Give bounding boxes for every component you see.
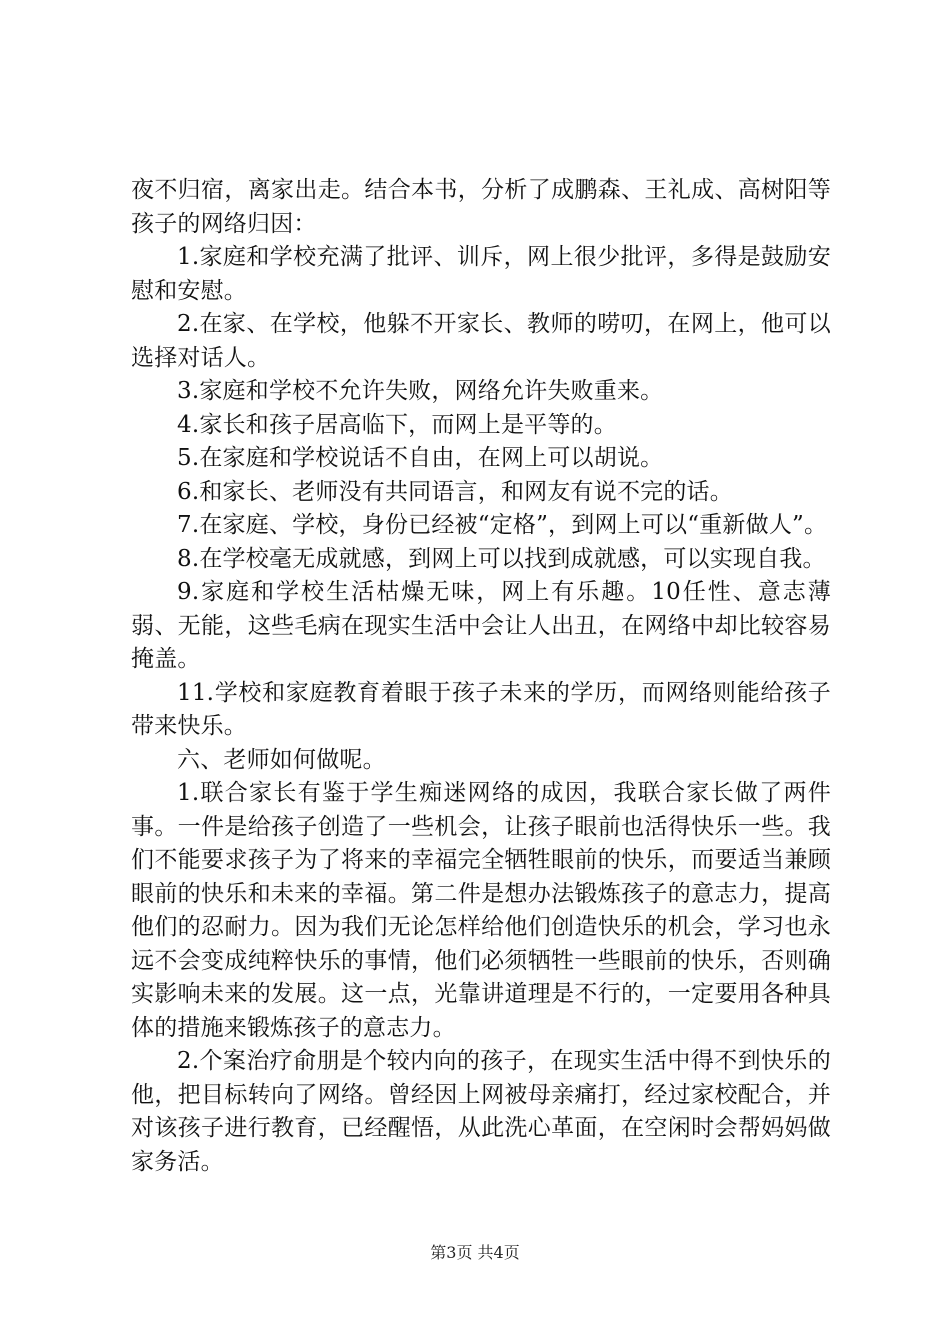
page-footer (0, 1243, 950, 1263)
paragraph-cause-6: 6.和家长、老师没有共同语言，和网友有说不完的话。 (177, 478, 733, 505)
paragraph-measure-2: 2.个案治疗俞朋是个较内向的孩子，在现实生活中得不到快乐的他，把目标转向了网络。曾经因上网被母亲痛打，经过家校配合，并对该孩子进行教育，已经醒悟，从此洗心革面，在空闲时会帮妈妈做家务活。 (131, 1048, 831, 1175)
paragraph-intro-continuation: 夜不归宿，离家出走。结合本书，分析了成鹏森、王礼成、高树阳等孩子的网络归因： (131, 177, 831, 237)
paragraph-measure-1: 1.联合家长有鉴于学生痴迷网络的成因，我联合家长做了两件事。一件是给孩子创造了一些机会，让孩子眼前也活得快乐一些。我们不能要求孩子为了将来的幸福完全牺牲眼前的快乐，而要适当兼顾眼前的快乐和未来的幸福。第二件是想办法锻炼孩子的意志力，提高他们的忍耐力。因为我们无论怎样给他们创造快乐的机会，学习也永远不会变成纯粹快乐的事情，他们必须牺牲一些眼前的快乐，否则确实影响未来的发展。这一点，光靠讲道理是不行的，一定要用各种具体的措施来锻炼孩子的意志力。 (131, 780, 831, 1041)
page-number-label: 第3页 共4页 (430, 1243, 520, 1262)
paragraph-cause-1: 1.家庭和学校充满了批评、训斥，网上很少批评，多得是鼓励安慰和安慰。 (131, 244, 831, 304)
paragraph-cause-8: 8.在学校毫无成就感，到网上可以找到成就感，可以实现自我。 (177, 545, 826, 572)
paragraph-cause-3: 3.家庭和学校不允许失败，网络允许失败重来。 (177, 378, 664, 404)
paragraph-cause-5: 5.在家庭和学校说话不自由，在网上可以胡说。 (177, 445, 664, 471)
document-body (131, 174, 831, 1179)
paragraph-cause-2: 2.在家、在学校，他躲不开家长、教师的唠叨，在网上，他可以选择对话人。 (131, 311, 831, 371)
paragraph-cause-11: 11.学校和家庭教育着眼于孩子未来的学历，而网络则能给孩子带来快乐。 (131, 679, 831, 739)
section-heading-six: 六、老师如何做呢。 (177, 746, 386, 773)
paragraph-cause-9-10: 9.家庭和学校生活枯燥无味，网上有乐趣。10任性、意志薄弱、无能，这些毛病在现实生活中会让人出丑，在网络中却比较容易掩盖。 (131, 579, 831, 672)
paragraph-cause-4: 4.家长和孩子居高临下，而网上是平等的。 (177, 411, 617, 438)
paragraph-cause-7: 7.在家庭、学校，身份已经被“定格”，到网上可以“重新做人”。 (177, 512, 828, 538)
